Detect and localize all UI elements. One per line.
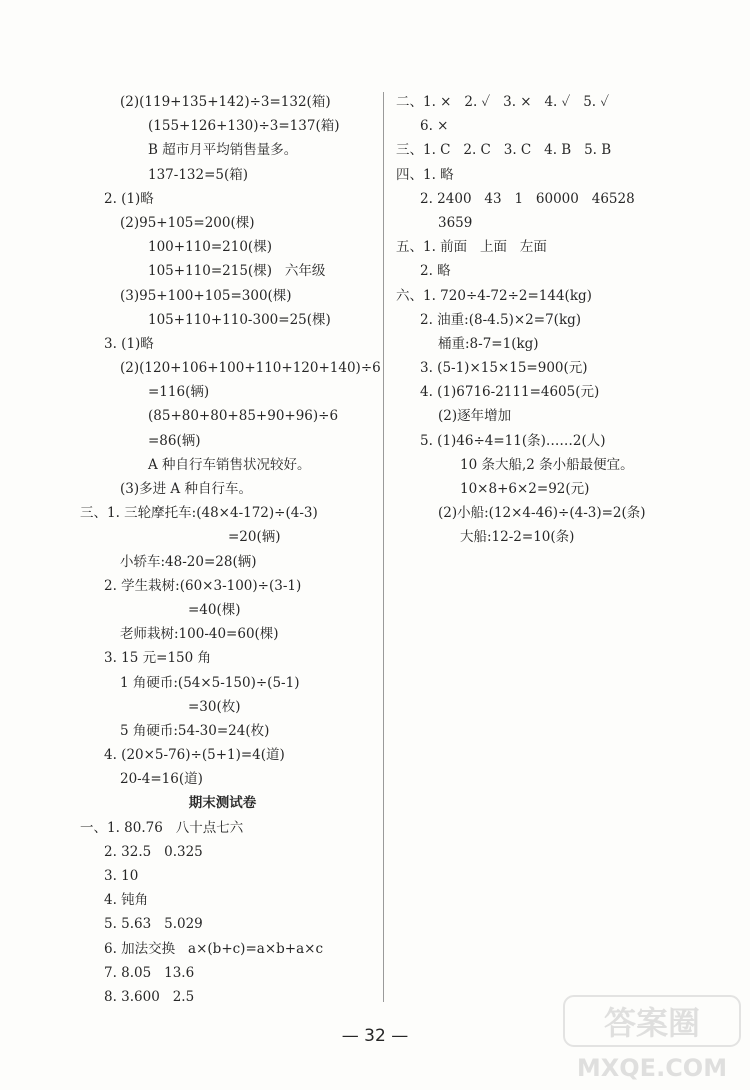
answer-line: 2. 略 bbox=[420, 263, 451, 280]
answer-line: 3. (5-1)×15×15=900(元) bbox=[420, 360, 588, 377]
answer-line: 2. 油重:(8-4.5)×2=7(kg) bbox=[420, 311, 582, 328]
answer-line: 5 角硬币:54-30=24(枚) bbox=[120, 722, 270, 739]
answer-line: 3. 15 元=150 角 bbox=[104, 650, 212, 667]
answer-line: 8. 3.600 2.5 bbox=[104, 988, 195, 1005]
answer-line: 五、1. 前面 上面 左面 bbox=[396, 239, 547, 256]
answer-line: =40(棵) bbox=[188, 601, 241, 618]
answer-line: 2. 学生栽树:(60×3-100)÷(3-1) bbox=[104, 577, 302, 594]
page-number: — 32 — bbox=[341, 1026, 409, 1046]
answer-line: =20(辆) bbox=[228, 529, 281, 546]
column-divider bbox=[383, 92, 384, 1002]
answer-line: (3)多进 A 种自行车。 bbox=[120, 481, 252, 497]
answer-line: 2. (1)略 bbox=[104, 190, 154, 207]
answer-line: 4. (20×5-76)÷(5+1)=4(道) bbox=[104, 747, 285, 764]
answer-line: (2)95+105=200(棵) bbox=[120, 214, 255, 231]
answer-line: 大船:12-2=10(条) bbox=[460, 529, 575, 546]
answer-line: (155+126+130)÷3=137(箱) bbox=[148, 118, 340, 135]
answer-line: 5. (1)46÷4=11(条)……2(人) bbox=[420, 432, 606, 449]
answer-line: 3659 bbox=[438, 214, 473, 231]
answer-line: 六、1. 720÷4-72÷2=144(kg) bbox=[396, 287, 592, 304]
answer-line: 4. (1)6716-2111=4605(元) bbox=[420, 384, 600, 401]
answer-line: (2)小船:(12×4-46)÷(4-3)=2(条) bbox=[438, 505, 646, 522]
answer-line: 6. 加法交换 a×(b+c)=a×b+a×c bbox=[104, 940, 323, 957]
section-title: 期末测试卷 bbox=[188, 795, 257, 812]
answer-line: 3. (1)略 bbox=[104, 335, 154, 352]
answer-line: 105+110+110-300=25(棵) bbox=[148, 311, 331, 328]
answer-line: B 超市月平均销售量多。 bbox=[148, 142, 298, 159]
answer-line: 三、1. C 2. C 3. C 4. B 5. B bbox=[396, 142, 612, 159]
answer-line: 2. 2400 43 1 60000 46528 bbox=[420, 190, 635, 207]
answer-line: 三、1. 三轮摩托车:(48×4-172)÷(4-3) bbox=[80, 505, 318, 522]
answer-line: =116(辆) bbox=[148, 384, 210, 401]
answer-line: A 种自行车销售状况较好。 bbox=[148, 456, 311, 473]
answer-line: (2)逐年增加 bbox=[438, 408, 512, 425]
watermark-top-text: 答案圈 bbox=[603, 1004, 701, 1042]
watermark-logo bbox=[562, 992, 742, 1084]
answer-line: =86(辆) bbox=[148, 432, 201, 449]
right-column bbox=[392, 90, 692, 550]
answer-line: 5. 5.63 5.029 bbox=[104, 916, 203, 933]
answer-line: 4. 钝角 bbox=[104, 892, 149, 909]
answer-line: 小轿车:48-20=28(辆) bbox=[120, 553, 257, 570]
answer-line: 105+110=215(棵) 六年级 bbox=[148, 263, 326, 280]
answer-line: 3. 10 bbox=[104, 868, 139, 884]
watermark-bottom-text: MXQE.COM bbox=[576, 1054, 728, 1082]
answer-line: 桶重:8-7=1(kg) bbox=[438, 335, 539, 352]
answer-line: 6. × bbox=[420, 118, 449, 135]
answer-line: 老师栽树:100-40=60(棵) bbox=[120, 626, 279, 643]
answer-line: (2)(119+135+142)÷3=132(箱) bbox=[120, 94, 331, 110]
answer-line: 四、1. 略 bbox=[396, 166, 454, 183]
answer-line: (2)(120+106+100+110+120+140)÷6 bbox=[120, 360, 381, 377]
answer-line: =30(枚) bbox=[188, 698, 241, 715]
answer-line: 10×8+6×2=92(元) bbox=[460, 481, 590, 497]
answer-line: (3)95+100+105=300(棵) bbox=[120, 287, 292, 304]
answer-line: 10 条大船,2 条小船最便宜。 bbox=[460, 456, 634, 473]
answer-line: 137-132=5(箱) bbox=[148, 166, 249, 183]
answer-line: 1 角硬币:(54×5-150)÷(5-1) bbox=[120, 674, 300, 691]
left-column bbox=[70, 90, 381, 1009]
answer-line: 二、1. × 2. ✓ 3. × 4. ✓ 5. ✓ bbox=[396, 94, 610, 110]
answer-line: 100+110=210(棵) bbox=[148, 239, 272, 256]
answer-line: 7. 8.05 13.6 bbox=[104, 964, 195, 981]
answer-line: (85+80+80+85+90+96)÷6 bbox=[148, 408, 339, 425]
answer-line: 2. 32.5 0.325 bbox=[104, 843, 203, 860]
answer-line: 20-4=16(道) bbox=[120, 771, 203, 788]
answer-line: 一、1. 80.76 八十点七六 bbox=[80, 819, 244, 836]
